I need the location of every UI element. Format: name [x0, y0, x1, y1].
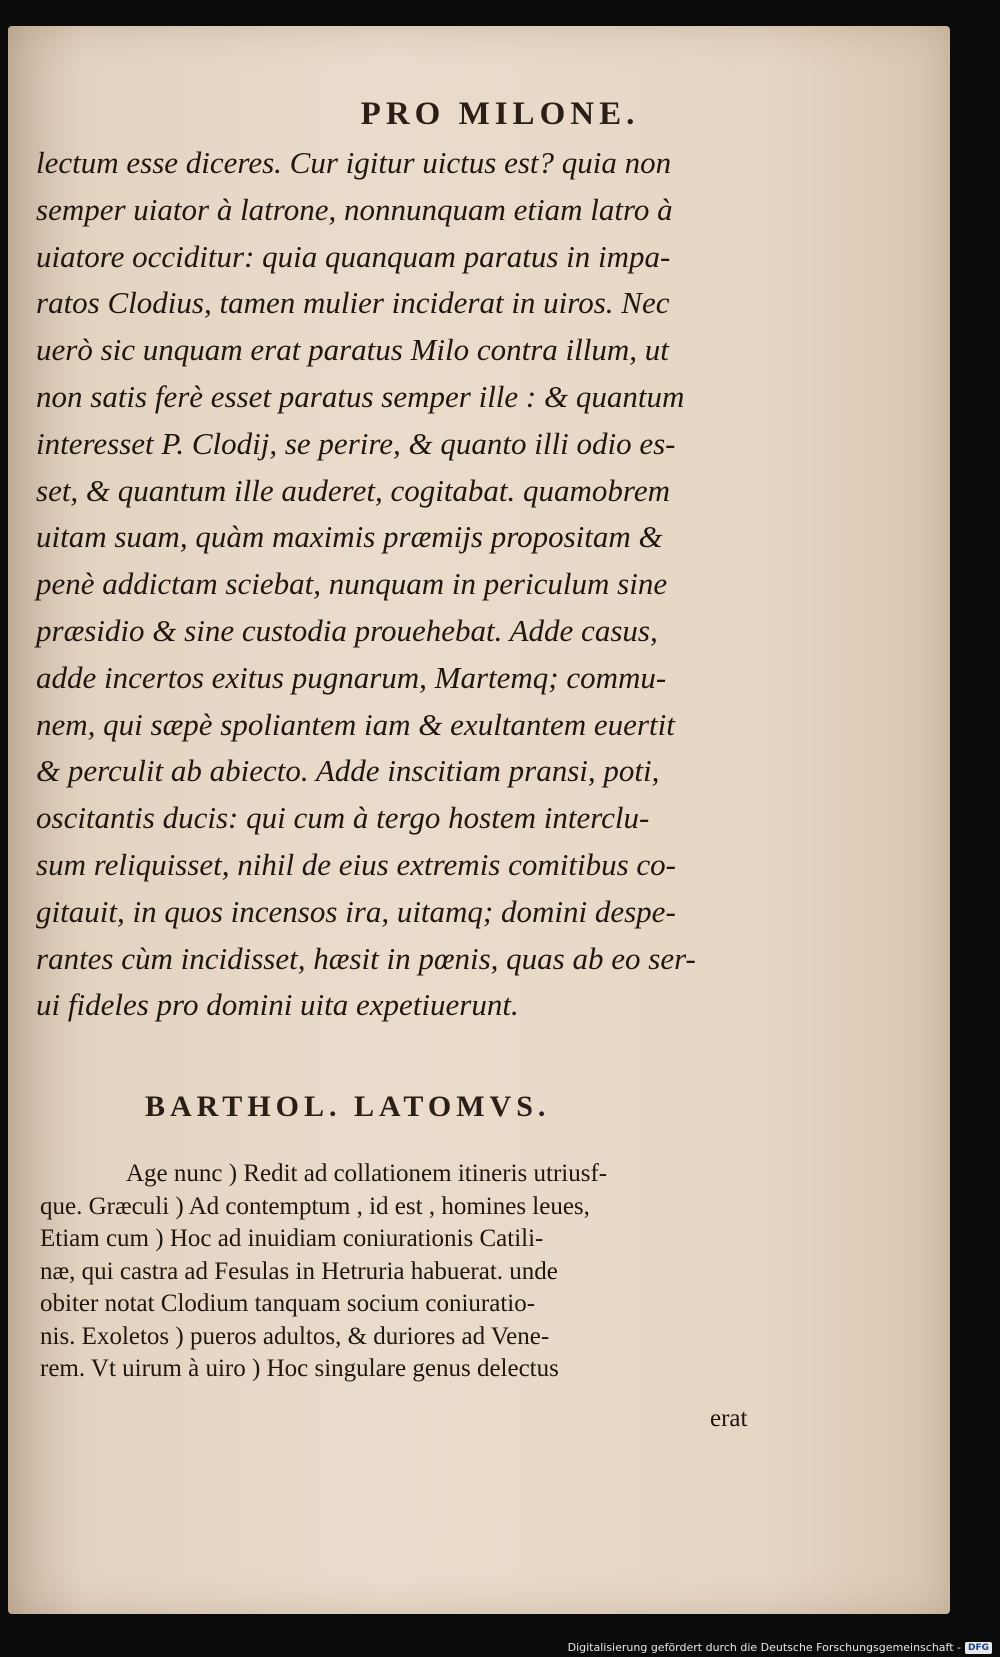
commentary-line: næ, qui castra ad Fesulas in Hetruria habuerat. unde — [40, 1257, 558, 1285]
text-line: & perculit ab abiecto. Adde inscitiam pransi, poti, — [36, 753, 660, 789]
commentary-line: Etiam cum ) Hoc ad inuidiam coniurationis Catili- — [40, 1225, 544, 1252]
text-line: adde incertos exitus pugnarum, Martemq; commu- — [36, 659, 667, 695]
catchword: erat — [710, 1405, 748, 1432]
commentary-line: Age nunc ) Redit ad collationem itineris utriusf- — [126, 1160, 608, 1187]
main-text — [36, 140, 776, 1029]
commentary-line: obiter notat Clodium tanquam socium coniuratio- — [40, 1290, 536, 1317]
text-line: gitauit, in quos incensos ira, uitamq; domini despe- — [36, 893, 676, 929]
running-header: PRO MILONE. — [360, 96, 640, 132]
commentary-heading: BARTHOL. LATOMVS. — [145, 1090, 551, 1123]
commentary-line: que. Græculi ) Ad contemptum , id est , homines leues, — [40, 1192, 590, 1220]
text-line: nem, qui sæpè spoliantem iam & exultantem euertit — [36, 706, 675, 742]
text-line: uiatore occiditur: quia quanquam paratus in impa- — [36, 238, 671, 274]
commentary-line: nis. Exoletos ) pueros adultos, & duriores ad Vene- — [40, 1322, 550, 1350]
commentary-text — [40, 1158, 780, 1386]
text-line: set, & quantum ille auderet, cogitabat. quamobrem — [36, 472, 670, 508]
text-line: semper uiator à latrone, nonnunquam etiam latro à — [36, 191, 673, 227]
text-line: interesset P. Clodij, se perire, & quanto illi odio es- — [36, 425, 676, 461]
text-line: uerò sic unquam erat paratus Milo contra illum, ut — [36, 332, 669, 368]
commentary-line: rem. Vt uirum à uiro ) Hoc singulare genus delectus — [40, 1355, 559, 1382]
dfg-logo-icon: DFG — [965, 1642, 992, 1654]
text-line: lectum esse diceres. Cur igitur uictus est? quia non — [36, 145, 672, 180]
text-line: rantes cùm incidisset, hæsit in pœnis, quas ab eo ser- — [36, 940, 696, 976]
text-line: oscitantis ducis: qui cum à tergo hostem interclu- — [36, 800, 650, 836]
text-line: ui fideles pro domini uita expetiuerunt. — [36, 987, 519, 1023]
text-line: penè addictam sciebat, nunquam in periculum sine — [36, 566, 668, 602]
text-line: sum reliquisset, nihil de eius extremis comitibus co- — [36, 846, 676, 882]
text-line: præsidio & sine custodia prouehebat. Adde casus, — [36, 612, 658, 648]
footer-credit — [568, 1640, 992, 1656]
footer-text: Digitalisierung gefördert durch die Deutsche Forschungsgemeinschaft - — [567, 1641, 961, 1654]
text-line: ratos Clodius, tamen mulier inciderat in uiros. Nec — [36, 285, 670, 321]
text-line: non satis ferè esset paratus semper ille : & quantum — [36, 378, 685, 414]
text-line: uitam suam, quàm maximis præmijs propositam & — [36, 519, 663, 555]
